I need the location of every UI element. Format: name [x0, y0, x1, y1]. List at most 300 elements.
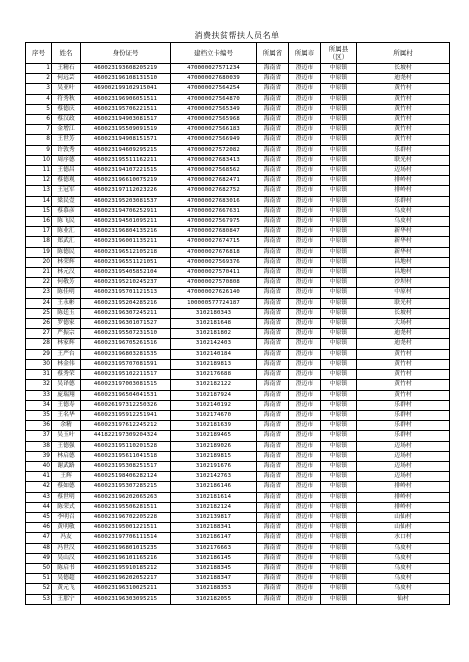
row-file-number: 3102180343: [171, 308, 257, 318]
row-county: 中原镇: [321, 64, 357, 74]
row-name: 蔡慕彦: [52, 206, 81, 216]
row-province: 海南省: [257, 257, 289, 267]
row-county: 中原镇: [321, 512, 357, 522]
row-name: 蔡汉政: [52, 115, 81, 125]
row-id-number: 460023196504041531: [81, 390, 171, 400]
row-name: 陈佳明: [52, 288, 81, 298]
row-id-number: 460025198406282124: [81, 472, 171, 482]
row-city: 澄迈市: [289, 298, 321, 308]
table-row: [26, 512, 450, 522]
row-id-number: 460023195511162211: [81, 155, 171, 165]
row-province: 海南省: [257, 349, 289, 359]
row-county: 中原镇: [321, 94, 357, 104]
row-county: 中原镇: [321, 533, 357, 543]
row-file-number: 3102191676: [171, 461, 257, 471]
row-county: 中原镇: [321, 206, 357, 216]
table-row: [26, 257, 450, 267]
row-index: 42: [26, 482, 52, 492]
row-village: 乐群村: [357, 196, 450, 206]
row-name: 黄元飞: [52, 584, 81, 594]
row-county: 中原镇: [321, 247, 357, 257]
row-county: 中原镇: [321, 145, 357, 155]
row-province: 海南省: [257, 298, 289, 308]
row-file-number: 470000027682471: [171, 176, 257, 186]
row-index: 31: [26, 370, 52, 380]
table-row: [26, 64, 450, 74]
row-file-number: 470000027680039: [171, 74, 257, 84]
row-file-number: 3102188353: [171, 584, 257, 594]
row-index: 29: [26, 349, 52, 359]
row-county: 中原镇: [321, 492, 357, 502]
row-index: 41: [26, 472, 52, 482]
row-index: 25: [26, 308, 52, 318]
row-name: 陈廷玉: [52, 308, 81, 318]
row-index: 12: [26, 176, 52, 186]
row-file-number: 3102189026: [171, 441, 257, 451]
row-city: 澄迈市: [289, 237, 321, 247]
row-index: 40: [26, 461, 52, 471]
row-village: 黄竹村: [357, 125, 450, 135]
table-row: [26, 206, 450, 216]
row-file-number: 470000027566183: [171, 125, 257, 135]
row-index: 19: [26, 247, 52, 257]
row-index: 53: [26, 594, 52, 604]
row-county: 中原镇: [321, 461, 357, 471]
row-name: 周序德: [52, 155, 81, 165]
row-file-number: 3102174670: [171, 410, 257, 420]
row-id-number: 460023194903081517: [81, 115, 171, 125]
row-file-number: 3102181648: [171, 319, 257, 329]
row-name: 陈业汇: [52, 227, 81, 237]
row-province: 海南省: [257, 492, 289, 502]
row-county: 中原镇: [321, 155, 357, 165]
row-village: 乐群村: [357, 400, 450, 410]
row-city: 澄迈市: [289, 563, 321, 573]
row-name: 王德寿: [52, 400, 81, 410]
row-index: 36: [26, 421, 52, 431]
row-province: 海南省: [257, 166, 289, 176]
row-city: 澄迈市: [289, 421, 321, 431]
row-name: 金增江: [52, 125, 81, 135]
row-city: 澄迈市: [289, 584, 321, 594]
row-county: 中原镇: [321, 176, 357, 186]
row-name: 黄明敬: [52, 523, 81, 533]
row-index: 23: [26, 288, 52, 298]
row-index: 13: [26, 186, 52, 196]
row-id-number: 460023196551121051: [81, 257, 171, 267]
row-id-number: 460023197003081515: [81, 380, 171, 390]
row-id-number: 460023196202052217: [81, 574, 171, 584]
row-name: 王严台: [52, 349, 81, 359]
row-province: 海南省: [257, 441, 289, 451]
row-village: 联光村: [357, 298, 450, 308]
row-province: 海南省: [257, 145, 289, 155]
row-village: 乌皮村: [357, 206, 450, 216]
row-village: 黄竹村: [357, 370, 450, 380]
row-file-number: 470000027568562: [171, 166, 257, 176]
document-title: 消费扶贫帮扶人员名单: [194, 31, 280, 40]
row-index: 34: [26, 400, 52, 410]
row-county: 中原镇: [321, 441, 357, 451]
row-name: 林元汉: [52, 268, 81, 278]
row-county: 中原镇: [321, 410, 357, 420]
table-row: [26, 268, 450, 278]
table-row: [26, 584, 450, 594]
row-id-number: 460023197612245212: [81, 421, 171, 431]
table-row: [26, 492, 450, 502]
row-village: 新华村: [357, 247, 450, 257]
row-city: 澄迈市: [289, 410, 321, 420]
row-province: 海南省: [257, 400, 289, 410]
row-county: 中原镇: [321, 472, 357, 482]
row-province: 海南省: [257, 410, 289, 420]
row-id-number: 460023196610075219: [81, 176, 171, 186]
row-province: 海南省: [257, 472, 289, 482]
row-city: 澄迈市: [289, 574, 321, 584]
row-village: 乌皮村: [357, 574, 450, 584]
row-file-number: 3102189815: [171, 451, 257, 461]
row-index: 32: [26, 380, 52, 390]
row-index: 43: [26, 492, 52, 502]
table-row: [26, 196, 450, 206]
row-id-number: 460023195509091519: [81, 125, 171, 135]
row-file-number: 470000027567975: [171, 217, 257, 227]
row-file-number: 470000027564254: [171, 84, 257, 94]
row-file-number: 3102188341: [171, 523, 257, 533]
table-row: [26, 155, 450, 165]
table-row: [26, 135, 450, 145]
row-province: 海南省: [257, 247, 289, 257]
row-index: 9: [26, 145, 52, 155]
row-city: 澄迈市: [289, 461, 321, 471]
row-city: 澄迈市: [289, 492, 321, 502]
row-name: 严振宗: [52, 329, 81, 339]
row-province: 海南省: [257, 176, 289, 186]
row-county: 中原镇: [321, 125, 357, 135]
table-row: [26, 359, 450, 369]
row-id-number: 460023196702205228: [81, 512, 171, 522]
row-name: 吴玉叶: [52, 431, 81, 441]
row-village: 大场村: [357, 319, 450, 329]
row-name: 吴亚叶: [52, 84, 81, 94]
row-file-number: 3102181639: [171, 421, 257, 431]
row-village: 排岭村: [357, 482, 450, 492]
row-city: 澄迈市: [289, 431, 321, 441]
row-city: 澄迈市: [289, 441, 321, 451]
table-row: [26, 319, 450, 329]
row-county: 中原镇: [321, 227, 357, 237]
table-row: [26, 84, 450, 94]
row-name: 陈飞民: [52, 217, 81, 227]
row-province: 海南省: [257, 186, 289, 196]
row-file-number: 3102142763: [171, 472, 257, 482]
row-index: 52: [26, 584, 52, 594]
row-city: 澄迈市: [289, 84, 321, 94]
row-name: 郑武汇: [52, 237, 81, 247]
row-index: 30: [26, 359, 52, 369]
row-name: 吴山汉: [52, 553, 81, 563]
row-county: 中原镇: [321, 574, 357, 584]
row-province: 海南省: [257, 523, 289, 533]
row-file-number: 470000027683413: [171, 155, 257, 165]
row-name: 林金伟: [52, 359, 81, 369]
table-row: [26, 278, 450, 288]
row-province: 海南省: [257, 502, 289, 512]
row-county: 中原镇: [321, 390, 357, 400]
row-county: 中原镇: [321, 196, 357, 206]
row-file-number: 470000027564870: [171, 94, 257, 104]
row-province: 海南省: [257, 553, 289, 563]
row-county: 中原镇: [321, 339, 357, 349]
table-row: [26, 104, 450, 114]
row-city: 澄迈市: [289, 380, 321, 390]
row-id-number: 460023195210245237: [81, 278, 171, 288]
row-name: 李明召: [52, 512, 81, 522]
table-row: [26, 349, 450, 359]
row-id-number: 460023195203081537: [81, 196, 171, 206]
row-county: 中原镇: [321, 166, 357, 176]
row-city: 澄迈市: [289, 64, 321, 74]
row-province: 海南省: [257, 278, 289, 288]
row-index: 46: [26, 523, 52, 533]
row-index: 21: [26, 268, 52, 278]
row-city: 澄迈市: [289, 319, 321, 329]
row-province: 海南省: [257, 359, 289, 369]
row-village: 仙村: [357, 594, 450, 604]
row-province: 海南省: [257, 104, 289, 114]
row-city: 澄迈市: [289, 94, 321, 104]
row-province: 海南省: [257, 217, 289, 227]
row-id-number: 460023197112023226: [81, 186, 171, 196]
row-village: 黄竹村: [357, 84, 450, 94]
row-village: 迈场村: [357, 441, 450, 451]
table-row: [26, 186, 450, 196]
header-row: [26, 43, 450, 64]
row-id-number: 460023196705261516: [81, 339, 171, 349]
row-city: 澄迈市: [289, 206, 321, 216]
row-file-number: 3102140184: [171, 349, 257, 359]
row-name: 冯世汉: [52, 543, 81, 553]
row-name: 王德昌: [52, 166, 81, 176]
row-name: 蔡如德: [52, 482, 81, 492]
row-province: 海南省: [257, 135, 289, 145]
table-row: [26, 94, 450, 104]
row-id-number: 460023195308251517: [81, 461, 171, 471]
row-file-number: 470000027572082: [171, 145, 257, 155]
row-village: 排岭村: [357, 492, 450, 502]
table-row: [26, 502, 450, 512]
row-index: 11: [26, 166, 52, 176]
row-id-number: 460023195701121513: [81, 288, 171, 298]
row-name: 林家辉: [52, 339, 81, 349]
row-name: 罗德家: [52, 319, 81, 329]
row-index: 4: [26, 94, 52, 104]
row-county: 中原镇: [321, 217, 357, 227]
row-name: 林启德: [52, 451, 81, 461]
row-county: 中原镇: [321, 115, 357, 125]
row-index: 45: [26, 512, 52, 522]
row-city: 澄迈市: [289, 145, 321, 155]
row-name: 吴译德: [52, 380, 81, 390]
row-name: 王世芳: [52, 135, 81, 145]
row-index: 3: [26, 84, 52, 94]
row-name: 王冠军: [52, 186, 81, 196]
row-file-number: 470000027569376: [171, 257, 257, 267]
table-row: [26, 594, 450, 604]
row-name: 林荣辉: [52, 257, 81, 267]
row-village: 沙坝村: [357, 278, 450, 288]
row-province: 海南省: [257, 339, 289, 349]
row-id-number: 460023195507231510: [81, 329, 171, 339]
row-name: 陈启书: [52, 563, 81, 573]
row-index: 50: [26, 563, 52, 573]
row-city: 澄迈市: [289, 227, 321, 237]
row-file-number: 470000027570808: [171, 278, 257, 288]
row-id-number: 460023196804135216: [81, 227, 171, 237]
row-index: 2: [26, 74, 52, 84]
row-city: 澄迈市: [289, 329, 321, 339]
row-id-number: 460023196108131510: [81, 74, 171, 84]
row-index: 51: [26, 574, 52, 584]
row-name: 吴德超: [52, 574, 81, 584]
table-row: [26, 166, 450, 176]
row-village: 乌皮村: [357, 553, 450, 563]
row-village: 长坡村: [357, 64, 450, 74]
row-city: 澄迈市: [289, 186, 321, 196]
row-id-number: 460023194501095211: [81, 217, 171, 227]
row-county: 中原镇: [321, 482, 357, 492]
table-row: [26, 431, 450, 441]
row-file-number: 100000577724187: [171, 298, 257, 308]
table-row: [26, 482, 450, 492]
row-province: 海南省: [257, 155, 289, 165]
row-id-number: 460023196307245211: [81, 308, 171, 318]
row-name: 庞瑞翔: [52, 390, 81, 400]
row-city: 澄迈市: [289, 74, 321, 84]
row-index: 17: [26, 227, 52, 237]
row-village: 迪尧村: [357, 329, 450, 339]
row-county: 中原镇: [321, 594, 357, 604]
table-row: [26, 523, 450, 533]
row-index: 37: [26, 431, 52, 441]
row-city: 澄迈市: [289, 390, 321, 400]
row-county: 中原镇: [321, 308, 357, 318]
row-village: 昌地村: [357, 257, 450, 267]
row-id-number: 460023195307285215: [81, 482, 171, 492]
row-province: 海南省: [257, 84, 289, 94]
row-city: 澄迈市: [289, 155, 321, 165]
row-village: 排岭村: [357, 502, 450, 512]
row-id-number: 460023194908151571: [81, 135, 171, 145]
row-village: 中原村: [357, 288, 450, 298]
table-row: [26, 390, 450, 400]
header-county: 所属县（区）: [321, 43, 357, 64]
row-province: 海南省: [257, 594, 289, 604]
row-province: 海南省: [257, 206, 289, 216]
row-name: 蔡秀荣: [52, 370, 81, 380]
row-index: 47: [26, 533, 52, 543]
row-file-number: 470000027626140: [171, 288, 257, 298]
row-index: 5: [26, 104, 52, 114]
row-province: 海南省: [257, 451, 289, 461]
table-row: [26, 217, 450, 227]
row-village: 乌皮村: [357, 543, 450, 553]
table-row: [26, 339, 450, 349]
table-row: [26, 329, 450, 339]
table-row: [26, 370, 450, 380]
row-file-number: 3102176663: [171, 543, 257, 553]
row-county: 中原镇: [321, 186, 357, 196]
row-city: 澄迈市: [289, 472, 321, 482]
row-name: 王永彬: [52, 298, 81, 308]
row-name: 王那宁: [52, 594, 81, 604]
row-name: 何远芸: [52, 74, 81, 84]
row-city: 澄迈市: [289, 125, 321, 135]
row-file-number: 3102182122: [171, 380, 257, 390]
table-row: [26, 441, 450, 451]
row-province: 海南省: [257, 380, 289, 390]
row-county: 中原镇: [321, 237, 357, 247]
row-index: 15: [26, 206, 52, 216]
row-id-number: 460023195405852104: [81, 268, 171, 278]
row-village: 联光村: [357, 155, 450, 165]
row-city: 澄迈市: [289, 400, 321, 410]
row-file-number: 3102186145: [171, 553, 257, 563]
row-province: 海南省: [257, 94, 289, 104]
row-file-number: 3102189465: [171, 431, 257, 441]
row-county: 中原镇: [321, 268, 357, 278]
row-city: 澄迈市: [289, 370, 321, 380]
table-row: [26, 247, 450, 257]
table-row: [26, 553, 450, 563]
table-row: [26, 410, 450, 420]
row-id-number: 460023196803281535: [81, 349, 171, 359]
row-file-number: 3102186146: [171, 482, 257, 492]
table-row: [26, 533, 450, 543]
row-name: 许敦秀: [52, 145, 81, 155]
row-city: 澄迈市: [289, 247, 321, 257]
row-name: 何敬芳: [52, 278, 81, 288]
row-id-number: 460023195910185212: [81, 563, 171, 573]
row-county: 中原镇: [321, 380, 357, 390]
row-village: 山仙村: [357, 523, 450, 533]
row-id-number: 460023195707081591: [81, 359, 171, 369]
row-province: 海南省: [257, 431, 289, 441]
row-index: 39: [26, 451, 52, 461]
row-index: 8: [26, 135, 52, 145]
row-id-number: 460023196512105218: [81, 247, 171, 257]
row-village: 迪尧村: [357, 339, 450, 349]
row-index: 49: [26, 553, 52, 563]
row-index: 26: [26, 319, 52, 329]
header-index: 序号: [26, 43, 52, 64]
row-county: 中原镇: [321, 74, 357, 84]
row-id-number: 460023195611041518: [81, 451, 171, 461]
row-city: 澄迈市: [289, 512, 321, 522]
row-county: 中原镇: [321, 553, 357, 563]
row-city: 澄迈市: [289, 594, 321, 604]
row-county: 中原镇: [321, 400, 357, 410]
row-county: 中原镇: [321, 563, 357, 573]
row-county: 中原镇: [321, 543, 357, 553]
row-city: 澄迈市: [289, 543, 321, 553]
table-row: [26, 421, 450, 431]
header-province: 所属省: [257, 43, 289, 64]
row-file-number: 470000027566949: [171, 135, 257, 145]
row-name: 王精石: [52, 64, 81, 74]
row-id-number: 460023195912251941: [81, 410, 171, 420]
row-county: 中原镇: [321, 278, 357, 288]
